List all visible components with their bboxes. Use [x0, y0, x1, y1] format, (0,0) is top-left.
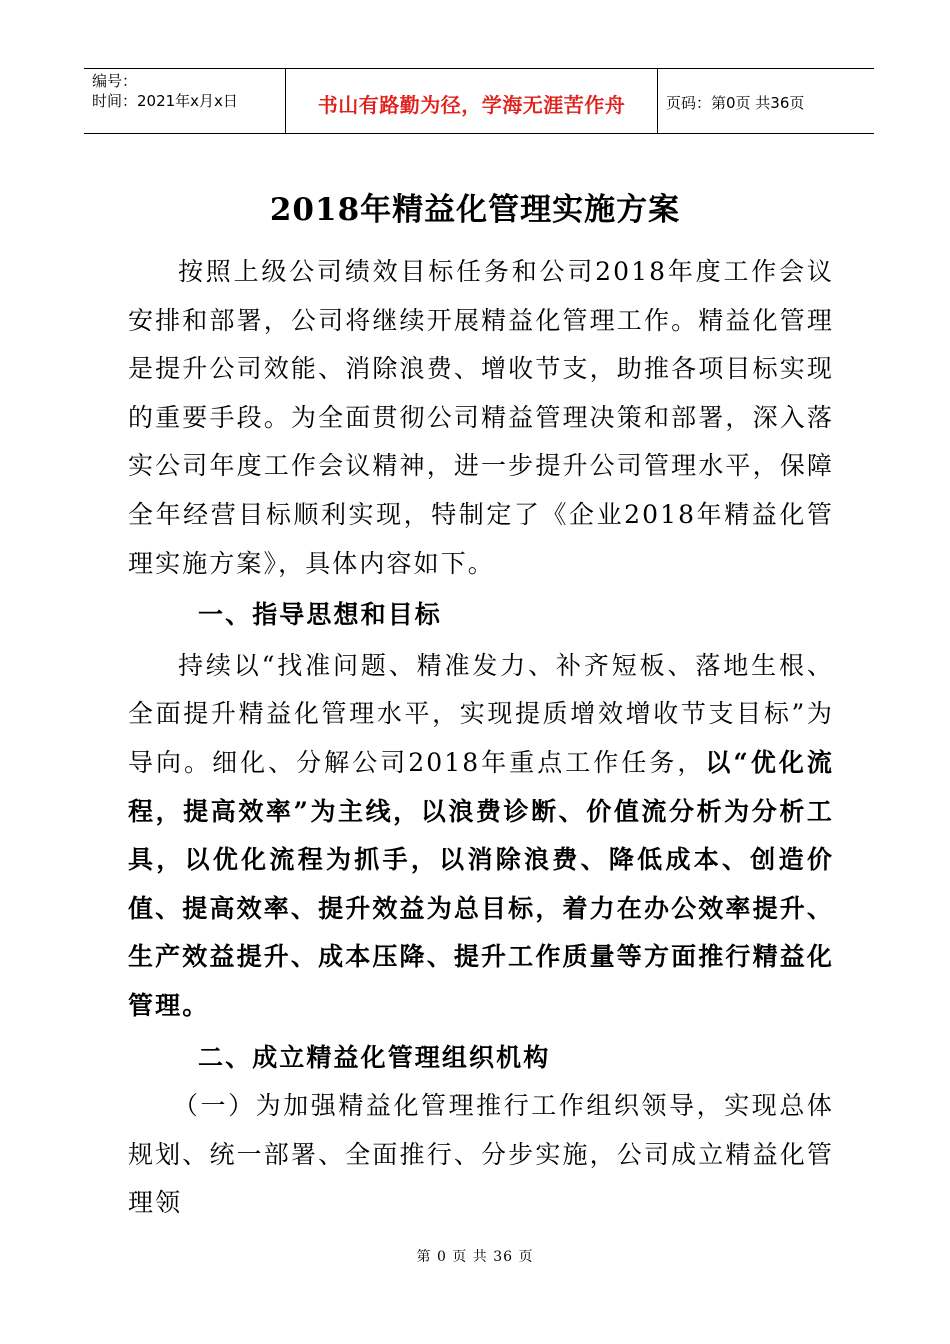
header-motto: 书山有路勤为径，学海无涯苦作舟 [286, 69, 658, 133]
intro-paragraph: 按照上级公司绩效目标任务和公司2018年度工作会议安排和部署，公司将继续开展精益化管理工作。精益化管理是提升公司效能、消除浪费、增收节支，助推各项目标实现的重要手段。为全面贯彻公司精益管理决策和部署，深入落实公司年度工作会议精神，进一步提升公司管理水平，保障全年经营目标顺利实现，特制定了《企业2018年精益化管理实施方案》，具体内容如下。 [128, 257, 834, 578]
document-body [128, 248, 834, 1228]
page-header [84, 68, 874, 134]
header-page-number: 页码：第0页 共36页 [666, 93, 805, 112]
section-1-text: 持续以“找准问题、精准发力、补齐短板、落地生根、全面提升精益化管理水平，实现提质增效增收节支目标”为导向。细化、分解公司2018年重点工作任务， [128, 650, 834, 777]
page-footer: 第 0 页 共 36 页 [416, 1249, 534, 1265]
section-2-paragraph: （一）为加强精益化管理推行工作组织领导，实现总体规划、统一部署、全面推行、分步实施，公司成立精益化管理领 [128, 1091, 834, 1218]
section-heading-2: 二、成立精益化管理组织机构 [198, 1042, 551, 1072]
section-heading-1: 一、指导思想和目标 [198, 600, 442, 630]
document-title: 2018年精益化管理实施方案 [269, 192, 681, 228]
header-meta-cell [84, 69, 286, 133]
document-number-label: 编号： [92, 72, 138, 90]
section-1-paragraph [128, 642, 834, 1031]
document-time-label: 时间：2021年x月x日 [92, 92, 238, 110]
section-1-emphasis: 以“优化流程，提高效率”为主线，以浪费诊断、价值流分析为分析工具，以优化流程为抓手，以消除浪费、降低成本、创造价值、提高效率、提升效益为总目标，着力在办公效率提升、生产效益提升、成本压降、提升工作质量等方面推行精益化管理。 [128, 747, 834, 1020]
